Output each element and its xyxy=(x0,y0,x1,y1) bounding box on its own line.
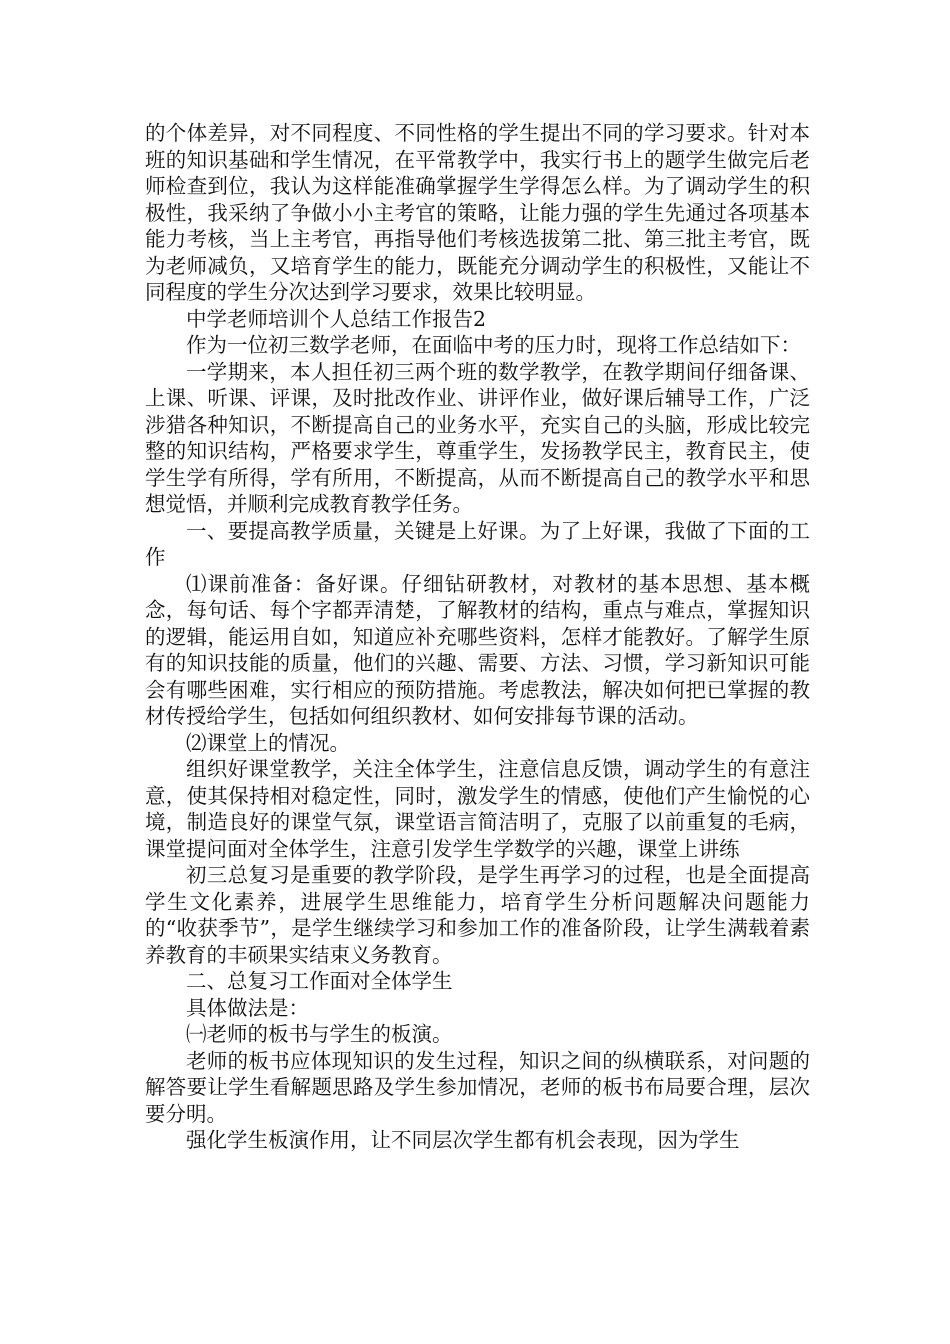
paragraph-9: 初三总复习是重要的教学阶段，是学生再学习的过程，也是全面提高学生文化素养，进展学生思维能力，培育学生分析问题解决问题能力的“收获季节”，是学生继续学习和参加工作的准备阶段，让学生满载着素养教育的丰硕果实结束义务教育。 xyxy=(145,863,810,967)
paragraph-1: 的个体差异，对不同程度、不同性格的学生提出不同的学习要求。针对本班的知识基础和学生情况，在平常教学中，我实行书上的题学生做完后老师检查到位，我认为这样能准确掌握学生学得怎么样。为了调动学生的积极性，我采纳了争做小小主考官的策略，让能力强的学生先通过各项基本能力考核，当上主考官，再指导他们考核选拔第二批、第三批主考官，既为老师减负，又培育学生的能力，既能充分调动学生的积极性，又能让不同程度的学生分次达到学习要求，效果比较明显。 xyxy=(145,121,810,304)
section-heading-1: 一、要提高教学质量，关键是上好课。为了上好课，我做了下面的工作 xyxy=(145,518,810,569)
paragraph-7: ⑵课堂上的情况。 xyxy=(186,730,350,755)
report-heading: 中学老师培训个人总结工作报告2 xyxy=(186,306,487,331)
document-body xyxy=(145,120,810,1154)
paragraph-8: 组织好课堂教学，关注全体学生，注意信息反馈，调动学生的有意注意，使其保持相对稳定性，同时，激发学生的情感，使他们产生愉悦的心境，制造良好的课堂气氛，课堂语言简洁明了，克服了以前重复的毛病，课堂提问面对全体学生，注意引发学生学数学的兴趣，课堂上讲练 xyxy=(145,757,810,861)
paragraph-6: ⑴课前准备：备好课。仔细钻研教材，对教材的基本思想、基本概念，每句话、每个字都弄清楚，了解教材的结构，重点与难点，掌握知识的逻辑，能运用自如，知道应补充哪些资料，怎样才能教好。了解学生原有的知识技能的质量，他们的兴趣、需要、方法、习惯，学习新知识可能会有哪些困难，实行相应的预防措施。考虑教法，解决如何把已掌握的教材传授给学生，包括如何组织教材、如何安排每节课的活动。 xyxy=(145,571,810,728)
section-heading-2: 二、总复习工作面对全体学生 xyxy=(186,969,453,993)
paragraph-14: 强化学生板演作用，让不同层次学生都有机会表现，因为学生 xyxy=(186,1128,740,1152)
paragraph-3: 作为一位初三数学老师，在面临中考的压力时，现将工作总结如下： xyxy=(186,333,801,357)
paragraph-12: ㈠老师的板书与学生的板演。 xyxy=(186,1022,453,1046)
paragraph-11: 具体做法是： xyxy=(186,995,309,1020)
paragraph-13: 老师的板书应体现知识的发生过程，知识之间的纵横联系，对问题的解答要让学生看解题思路及学生参加情况，老师的板书布局要合理，层次要分明。 xyxy=(145,1048,810,1126)
paragraph-4: 一学期来，本人担任初三两个班的数学教学，在教学期间仔细备课、上课、听课、评课，及时批改作业、讲评作业，做好课后辅导工作，广泛涉猎各种知识，不断提高自己的业务水平，充实自己的头脑，形成比较完整的知识结构，严格要求学生，尊重学生，发扬教学民主，教育民主，使学生学有所得，学有所用，不断提高，从而不断提高自己的教学水平和思想觉悟，并顺利完成教育教学任务。 xyxy=(145,359,810,516)
